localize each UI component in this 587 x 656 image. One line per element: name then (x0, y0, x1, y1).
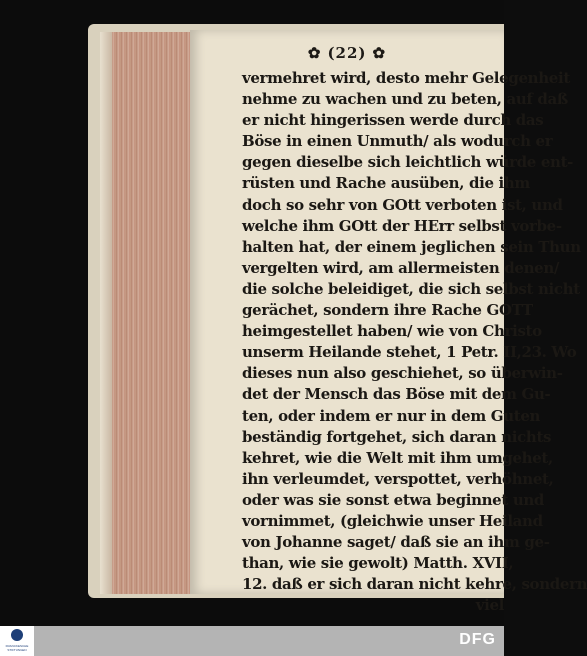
text-line: ten, oder indem er nur in dem Guten (242, 406, 541, 425)
text-line: dieses nun also geschiehet, so überwin- (242, 364, 563, 383)
text-line: von Johanne saget/ daß sie an ihm ge- (242, 533, 550, 552)
text-line: ihn verleumdet, verspottet, verhöhnet, (242, 469, 554, 488)
text-line: kehret, wie die Welt mit ihm umgehet, (242, 448, 553, 467)
ornament-left-icon: ✿ (307, 44, 322, 62)
text-line: er nicht hingerissen werde durch das (242, 111, 544, 130)
text-line: nehme zu wachen und zu beten, auf daß (242, 90, 568, 109)
text-line: Böse in einen Unmuth/ als wodurch er (242, 132, 553, 151)
text-line: welche ihm GOtt der HErr selbst vorbe- (242, 216, 562, 235)
text-line: unserm Heilande stehet, 1 Petr. II,23. Wo (242, 343, 577, 362)
footer-bar (0, 626, 504, 656)
page-header (190, 44, 504, 62)
text-line: vergelten wird, am allermeisten denen/ (242, 258, 560, 277)
text-block (242, 68, 587, 616)
page-number: (22) (327, 44, 367, 62)
book-page (190, 30, 587, 615)
ornament-right-icon: ✿ (372, 44, 387, 62)
text-line: halten hat, der einem jeglichen sein Thun (242, 237, 581, 256)
text-line: 12. daß er sich daran nicht kehre, sondern (242, 575, 587, 594)
text-line: gegen dieselbe sich leichtlich würde ent- (242, 153, 574, 172)
text-line: oder was sie sonst etwa beginnet und (242, 490, 545, 509)
library-logo-text: FRANCKESCHE STIFTUNGEN (5, 644, 29, 652)
text-line: than, wie sie gewolt) Matth. XVII, (242, 554, 514, 573)
text-line: die solche beleidiget, die sich selbst nicht (242, 279, 580, 298)
page-edges (100, 32, 191, 594)
text-line: heimgestellet haben/ wie von Christo (242, 322, 542, 341)
text-line: det der Mensch das Böse mit dem Gu- (242, 385, 551, 404)
library-logo-icon (11, 629, 23, 641)
text-line: doch so sehr von GOtt verboten ist, und (242, 195, 563, 214)
text-line: gerächet, sondern ihre Rache GOTT (242, 301, 533, 320)
text-line: vornimmet, (gleichwie unser Heiland (242, 511, 543, 530)
text-line: beständig fortgehet, sich daran nichts (242, 427, 552, 446)
catchword: viel (475, 596, 504, 615)
library-logo[interactable] (0, 626, 34, 656)
dfg-logo[interactable]: DFG (459, 631, 496, 648)
text-line: rüsten und Rache ausüben, die ihm (242, 174, 530, 193)
text-line: vermehret wird, desto mehr Gelegenheit (242, 69, 570, 87)
